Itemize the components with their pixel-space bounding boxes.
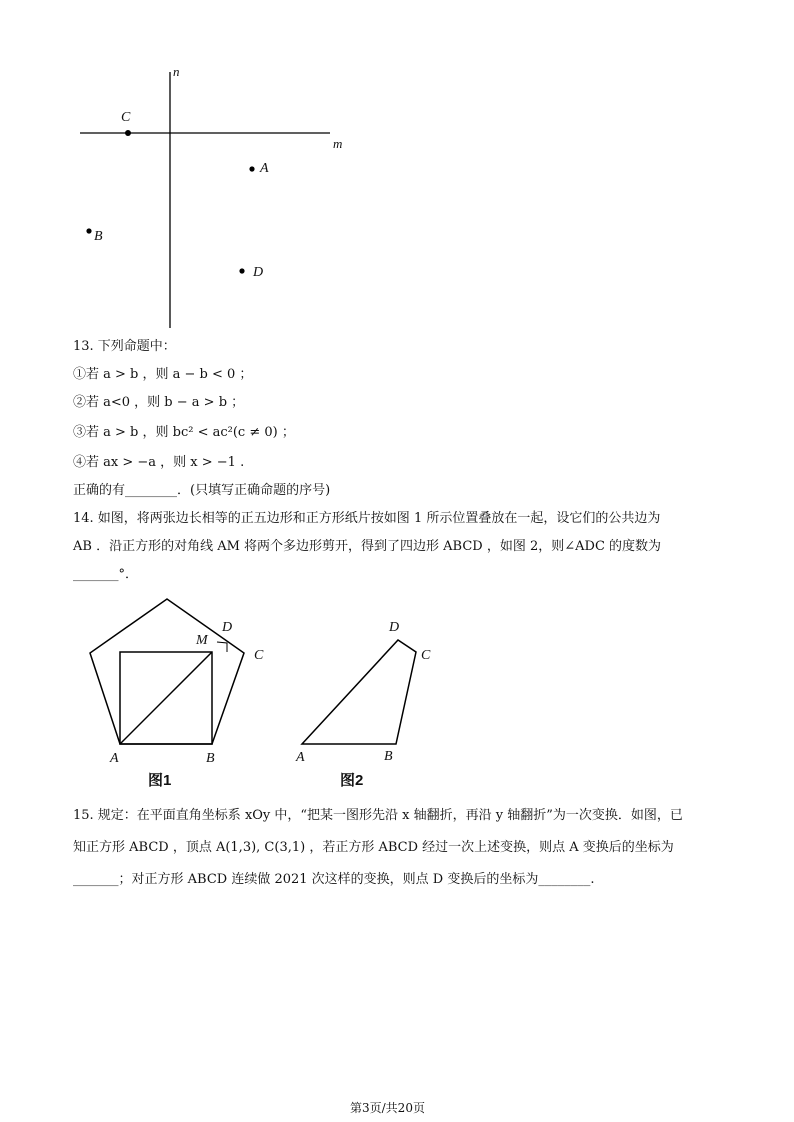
point-c-label: C: [121, 110, 131, 125]
q13-title: 13. 下列命题中：: [73, 339, 176, 354]
q13-item1: ①若 a > b ，则 a − b < 0 ；: [73, 367, 253, 382]
q15-line1: 15. 规定：在平面直角坐标系 xOy 中，“把某一图形先沿 x 轴翻折，再沿 y 轴翻折”为一次变换．如图，已: [73, 808, 683, 823]
fig2-caption: 图2: [340, 772, 364, 789]
fig1-caption: 图1: [148, 772, 172, 789]
fig1-label-m: M: [196, 633, 208, 648]
axis-n-label: n: [173, 64, 180, 79]
fig1-label-d: D: [222, 620, 233, 635]
point-d-label: D: [253, 265, 264, 280]
q13-item3: ③若 a > b ，则 bc² < ac²(c ≠ 0) ；: [73, 425, 295, 440]
point-b-label: B: [94, 229, 103, 244]
q15-line2: 知正方形 ABCD ，顶点 A(1,3), C(3,1) ，若正方形 ABCD 经过一次上述变换，则点 A 变换后的坐标为: [73, 840, 674, 855]
fig2-label-a: A: [296, 750, 305, 765]
q13-item4: ④若 ax > −a ，则 x > −1 .: [73, 455, 245, 470]
page-number: 第3页/共20页: [350, 1101, 425, 1115]
q14-line3: _______°．: [73, 567, 139, 582]
fig2-label-c: C: [421, 648, 431, 663]
fig2-label-b: B: [384, 749, 393, 764]
fig1-label-b: B: [206, 751, 215, 766]
q13-answer: 正确的有________．(只填写正确命题的序号): [73, 483, 331, 498]
fig1-label-c: C: [254, 648, 264, 663]
axis-m-label: m: [333, 136, 343, 151]
q14-line2: AB ．沿正方形的对角线 AM 将两个多边形剪开，得到了四边形 ABCD ，如图 2，则∠ADC 的度数为: [73, 539, 662, 554]
q14-line1: 14. 如图，将两张边长相等的正五边形和正方形纸片按如图 1 所示位置叠放在一起，设它们的公共边为: [73, 511, 661, 526]
q15-line3: _______；对正方形 ABCD 连续做 2021 次这样的变换，则点 D 变换后的坐标为________.: [73, 872, 595, 887]
q13-item2: ②若 a<0 ，则 b − a > b ；: [73, 395, 245, 410]
quadrilateral-abcd: [302, 640, 416, 744]
fig2-label-d: D: [389, 620, 400, 635]
point-a-label: A: [260, 161, 269, 176]
fig1-label-a: A: [110, 751, 119, 766]
